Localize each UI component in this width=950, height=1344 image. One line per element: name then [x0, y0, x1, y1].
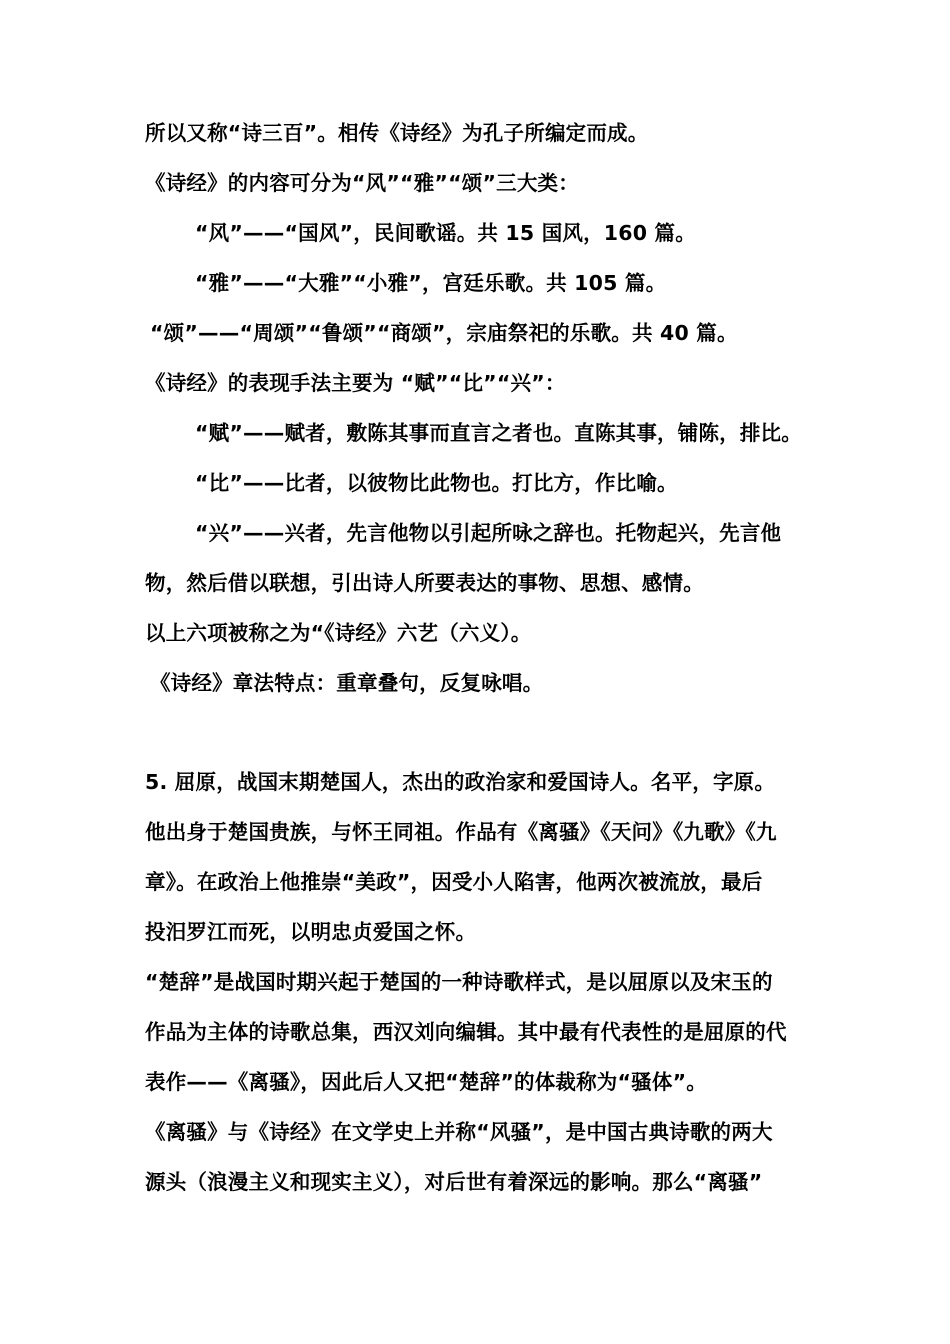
- text-line: 表作——《离骚》，因此后人又把“楚辞”的体裁称为“骚体”。: [145, 1070, 707, 1094]
- text-line: “雅”——“大雅”“小雅”，宫廷乐歌。共 105 篇。: [195, 271, 667, 295]
- text-line: 源头（浪漫主义和现实主义），对后世有着深远的影响。那么“离骚”: [145, 1170, 763, 1194]
- text-line: 物，然后借以联想，引出诗人所要表达的事物、思想、感情。: [145, 571, 704, 595]
- text-line: “兴”——兴者，先言他物以引起所咏之辞也。托物起兴，先言他: [195, 521, 782, 545]
- text-line: 投汨罗江而死，以明忠贞爱国之怀。: [145, 920, 477, 944]
- text-line: 《诗经》的内容可分为“风”“雅”“颂”三大类：: [145, 171, 579, 195]
- text-line: 章》。在政治上他推崇“美政”，因受小人陷害，他两次被流放，最后: [145, 870, 763, 894]
- text-line: 作品为主体的诗歌总集，西汉刘向编辑。其中最有代表性的是屈原的代: [145, 1020, 787, 1044]
- text-line: 以上六项被称之为“《诗经》六艺（六义）。: [145, 621, 532, 645]
- text-line: “赋”——赋者，敷陈其事而直言之者也。直陈其事，铺陈，排比。: [195, 421, 802, 445]
- text-line: 《诗经》的表现手法主要为 “赋”“比”“兴”：: [145, 371, 566, 395]
- text-line: “颂”——“周颂”“鲁颂”“商颂”，宗庙祭祀的乐歌。共 40 篇。: [150, 321, 738, 345]
- text-line: 《离骚》与《诗经》在文学史上并称“风骚”，是中国古典诗歌的两大: [145, 1120, 773, 1144]
- text-line: “风”——“国风”，民间歌谣。共 15 国风，160 篇。: [195, 221, 696, 245]
- text-line: “楚辞”是战国时期兴起于楚国的一种诗歌样式，是以屈原以及宋玉的: [145, 970, 773, 994]
- text-line: 5. 屈原，战国末期楚国人，杰出的政治家和爱国诗人。名平，字原。: [145, 770, 776, 794]
- text-line: “比”——比者，以彼物比此物也。打比方，作比喻。: [195, 471, 678, 495]
- text-line: 他出身于楚国贵族，与怀王同祖。作品有《离骚》《天问》《九歌》《九: [145, 820, 777, 844]
- text-line: 《诗经》章法特点：重章叠句，反复咏唱。: [150, 671, 544, 695]
- text-line: 所以又称“诗三百”。相传《诗经》为孔子所编定而成。: [145, 121, 649, 145]
